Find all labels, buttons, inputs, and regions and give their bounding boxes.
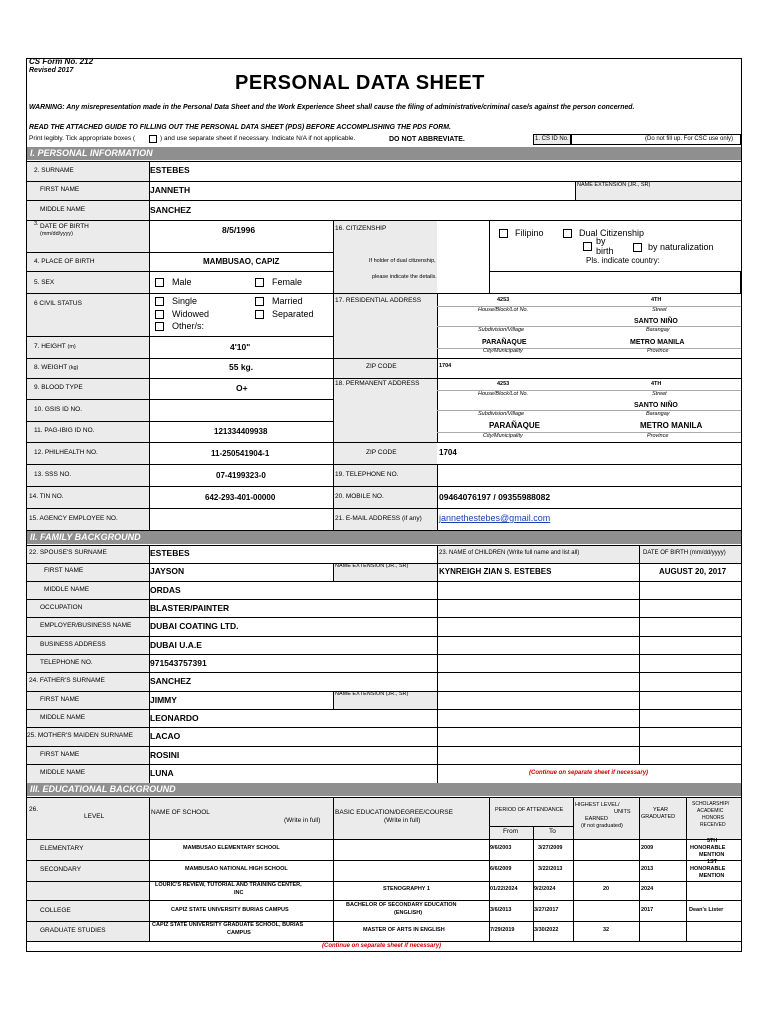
civil-separated-label: Separated [272,309,314,319]
honors-header-c: HONORS [702,815,724,821]
section-family-background: II. FAMILY BACKGROUND [27,531,741,544]
edu-to-elementary[interactable]: 3/27/2009 [538,845,563,851]
pagibig-label: 11. PAG-IBIG ID NO. [34,427,95,434]
children-dob-label: DATE OF BIRTH (mm/dd/yyyy) [643,550,726,556]
civil-separated-checkbox[interactable] [255,310,264,319]
edu-year-secondary[interactable]: 2013 [641,866,654,872]
first-name-label: FIRST NAME [40,186,80,193]
spouse-surname-label: 22. SPOUSE'S SURNAME [29,549,107,556]
spouse-telephone-label: TELEPHONE NO. [40,659,93,666]
year-grad-header-b: GRADUATED [641,814,676,820]
edu-school-vocational-b[interactable]: INC [234,890,244,896]
res-zip-label: ZIP CODE [366,363,397,370]
weight-label: 8. WEIGHT [34,364,68,371]
civil-others-label: Other/s: [172,321,205,331]
sex-female-checkbox[interactable] [255,278,264,287]
res-city-caption: City/Municipality [483,348,523,354]
res-zip-value[interactable]: 1704 [439,363,452,369]
children-label: 23. NAME of CHILDREN (Write full name and list all) [439,550,580,556]
section-educational-background: III. EDUCATIONAL BACKGROUND [27,783,741,796]
first-name-value[interactable]: JANNETH [150,185,191,195]
middle-name-label: MIDDLE NAME [40,206,86,213]
tin-value[interactable]: 642-293-401-00000 [205,493,276,502]
edu-to-secondary[interactable]: 3/22/2013 [538,866,563,872]
citizenship-country-label: Pls. indicate country: [586,256,660,265]
course-write-full: (Write in full) [384,817,421,824]
father-first-name-value[interactable]: JIMMY [150,695,177,705]
res-province-caption: Province [647,348,669,354]
edu-school-college[interactable]: CAPIZ STATE UNIVERSITY BURIAS CAMPUS [171,907,289,913]
child-name-value[interactable]: KYNREIGH ZIAN S. ESTEBES [439,567,552,576]
mother-first-name-value[interactable]: ROSINI [150,750,180,760]
spouse-surname-value[interactable]: ESTEBES [150,548,190,558]
perm-barangay-value[interactable]: SANTO NIÑO [634,402,678,409]
units-header-a: HIGHEST LEVEL/ [575,802,620,808]
section-personal-information: I. PERSONAL INFORMATION [27,147,741,160]
dob-label: DATE OF BIRTH [40,223,89,230]
mobile-value[interactable]: 09464076197 / 09355988082 [439,492,551,502]
mother-surname-label: 25. MOTHER'S MAIDEN SURNAME [27,732,133,739]
perm-zip-value[interactable]: 1704 [439,448,457,457]
edu-honors-secondary-a[interactable]: 1ST [707,859,718,865]
edu-level-secondary: SECONDARY [40,866,82,873]
res-barangay-caption: Barangay [646,327,670,333]
honors-header-a: SCHOLARSHIP/ [692,801,730,807]
father-middle-name-value[interactable]: LEONARDO [150,713,199,723]
sex-label: 5. SEX [34,279,55,286]
edu-honors-elementary-a[interactable]: 5TH [707,838,718,844]
edu-school-vocational-a[interactable]: LOURIC'S REVIEW, TUTORIAL AND TRAINING CENTER, [155,882,302,888]
honors-header-d: RECEIVED [700,822,726,828]
edu-from-college[interactable]: 3/6/2013 [490,907,512,913]
edu-school-graduate-a[interactable]: CAPIZ STATE UNIVERSITY GRADUATE SCHOOL, BURIAS [152,922,304,928]
edu-course-graduate[interactable]: MASTER OF ARTS IN ENGLISH [363,927,445,933]
edu-to-college[interactable]: 3/27/2017 [534,907,559,913]
perm-house-value[interactable]: 4253 [497,381,510,387]
civil-widowed-label: Widowed [172,309,210,319]
middle-name-value[interactable]: SANCHEZ [150,205,192,215]
mother-first-name-label: FIRST NAME [40,751,80,758]
edu-course-college-a[interactable]: BACHELOR OF SECONDARY EDUCATION [346,902,457,908]
print-instructions-a: Print legibly. Tick appropriate boxes ( [29,135,136,142]
citizenship-naturalization-label: by naturalization [648,242,714,252]
permanent-address-label: 18. PERMANENT ADDRESS [335,380,420,387]
page-title: PERSONAL DATA SHEET [235,72,485,94]
civil-status-label: 6 CIVIL STATUS [34,300,82,307]
education-number: 26. [29,806,39,813]
edu-school-graduate-b[interactable]: CAMPUS [227,930,251,936]
res-subdivision-caption: Subdivision/Village [478,327,525,333]
father-surname-value[interactable]: SANCHEZ [150,676,192,686]
tin-label: 14. TIN NO. [29,493,64,500]
dual-note-b: please indicate the details. [372,274,437,280]
perm-street-caption: Street [652,391,667,397]
spouse-middle-name-value[interactable]: ORDAS [150,585,181,595]
citizenship-filipino-label: Filipino [515,228,544,238]
philhealth-value[interactable]: 11-250541904-1 [211,449,270,458]
level-header: LEVEL [84,813,105,820]
edu-school-secondary[interactable]: MAMBUSAO NATIONAL HIGH SCHOOL [185,866,288,872]
citizenship-filipino-checkbox[interactable] [499,229,508,238]
edu-from-vocational[interactable]: 01/22/2024 [490,886,518,892]
pagibig-value[interactable]: 121334409938 [214,427,268,436]
employer-label: EMPLOYER/BUSINESS NAME [40,622,132,629]
citizenship-by-birth-b: birth [596,246,614,256]
edu-school-elementary[interactable]: MAMBUSAO ELEMENTARY SCHOOL [183,845,280,851]
name-extension-label: NAME EXTENSION (JR., SR) [577,182,651,188]
civil-single-checkbox[interactable] [155,297,164,306]
education-continue-note: (Continue on separate sheet if necessary) [322,943,442,949]
cs-id-note: (Do not fill up. For CSC use only) [645,136,734,142]
edu-honors-secondary-b[interactable]: HONORABLE [690,866,726,872]
school-header: NAME OF SCHOOL [151,809,210,816]
spouse-first-name-label: FIRST NAME [44,567,84,574]
weight-value[interactable]: 55 kg. [229,362,254,372]
sex-male-checkbox[interactable] [155,278,164,287]
father-middle-name-label: MIDDLE NAME [40,714,86,721]
sss-label: 13. SSS NO. [34,471,72,478]
agency-employee-label: 15. AGENCY EMPLOYEE NO. [29,515,118,522]
civil-others-checkbox[interactable] [155,322,164,331]
dual-note-a: If holder of dual citizenship, [369,258,436,264]
edu-from-graduate[interactable]: 7/29/2019 [490,927,515,933]
perm-province-caption: Province [647,433,669,439]
occupation-value[interactable]: BLASTER/PAINTER [150,603,230,613]
edu-level-elementary: ELEMENTARY [40,845,84,852]
spouse-middle-name-label: MIDDLE NAME [44,586,90,593]
perm-zip-label: ZIP CODE [366,449,397,456]
units-header-d: (if not graduated) [581,823,623,829]
perm-city-value[interactable]: PARAÑAQUE [489,421,540,430]
gsis-label: 10. GSIS ID NO. [34,406,83,413]
citizenship-naturalization-checkbox[interactable] [633,243,642,252]
school-write-full: (Write in full) [284,817,321,824]
citizenship-dual-checkbox[interactable] [563,229,572,238]
surname-value[interactable]: ESTEBES [150,165,190,175]
citizenship-by-birth-a: by [596,236,606,246]
civil-single-label: Single [172,296,198,306]
height-value[interactable]: 4'10" [230,342,251,352]
place-of-birth-label: 4. PLACE OF BIRTH [34,258,95,265]
edu-year-college[interactable]: 2017 [641,907,654,913]
edu-to-graduate[interactable]: 3/30/2022 [534,927,559,933]
dob-format: (mm/dd/yyyy) [40,231,73,237]
edu-honors-college[interactable]: Dean's Lister [689,907,724,913]
units-header-b: UNITS [614,809,631,815]
units-header-c: EARNED [585,816,608,822]
res-house-caption: House/Block/Lot No. [478,307,529,313]
edu-from-secondary[interactable]: 6/6/2009 [490,866,512,872]
height-label: 7. HEIGHT [34,343,66,350]
edu-year-vocational[interactable]: 2024 [641,886,654,892]
citizenship-label: 16. CITIZENSHIP [335,225,387,232]
surname-label: 2. SURNAME [34,167,74,174]
mother-middle-name-label: MIDDLE NAME [40,769,86,776]
sex-female-label: Female [272,277,303,287]
edu-course-college-b[interactable]: (ENGLISH) [394,910,423,916]
res-house-value[interactable]: 4253 [497,297,510,303]
civil-married-checkbox[interactable] [255,297,264,306]
dob-value[interactable]: 8/5/1996 [222,225,256,235]
mother-middle-name-value[interactable]: LUNA [150,768,174,778]
res-province-value[interactable]: METRO MANILA [630,339,685,346]
perm-province-value[interactable]: METRO MANILA [640,421,703,430]
blood-type-label: 9. BLOOD TYPE [34,384,83,391]
cs-id-label: 1. CS ID No. [535,136,569,142]
edu-honors-elementary-b[interactable]: HONORABLE [690,845,726,851]
res-city-value[interactable]: PARAÑAQUE [482,339,527,346]
from-header: From [503,828,519,835]
civil-widowed-checkbox[interactable] [155,310,164,319]
edu-honors-secondary-c[interactable]: MENTION [699,873,725,879]
father-name-extension-label: NAME EXTENSION (JR., SR) [335,691,409,697]
edu-to-vocational[interactable]: 9/2/2024 [534,886,556,892]
spouse-first-name-value[interactable]: JAYSON [150,566,185,576]
blood-type-value[interactable]: O+ [236,383,248,393]
father-first-name-label: FIRST NAME [40,696,80,703]
res-street-value[interactable]: 4TH [651,297,662,303]
father-surname-label: 24. FATHER'S SURNAME [29,677,105,684]
no-abbreviate-text: DO NOT ABBREVIATE. [389,136,465,143]
sex-male-label: Male [172,277,192,287]
mother-surname-value[interactable]: LACAO [150,731,181,741]
edu-units-graduate[interactable]: 32 [603,927,610,933]
edu-level-graduate: GRADUATE STUDIES [40,927,106,934]
civil-married-label: Married [272,296,303,306]
res-street-caption: Street [652,307,667,313]
print-instructions-b: ) and use separate sheet if necessary. Indicate N/A if not applicable. [160,135,356,142]
email-value[interactable]: jannethestebes@gmail.com [439,513,551,523]
philhealth-label: 12. PHILHEALTH NO. [34,449,98,456]
edu-honors-elementary-c[interactable]: MENTION [699,852,725,858]
edu-year-elementary[interactable]: 2009 [641,845,654,851]
perm-subdivision-caption: Subdivision/Village [478,411,525,417]
employer-value[interactable]: DUBAI COATING LTD. [150,621,239,631]
business-address-value[interactable]: DUBAI U.A.E [150,640,202,650]
family-continue-note: (Continue on separate sheet if necessary) [529,770,649,776]
citizenship-by-birth-checkbox[interactable] [583,242,592,251]
form-number: CS Form No. 212 [29,57,94,66]
edu-course-vocational[interactable]: STENOGRAPHY 1 [383,886,430,892]
spouse-name-extension-label: NAME EXTENSION (JR., SR) [335,563,409,569]
edu-from-elementary[interactable]: 9/6/2003 [490,845,512,851]
dob-number: 3. [34,221,39,227]
residential-address-label: 17. RESIDENTIAL ADDRESS [335,297,422,304]
child-dob-value[interactable]: AUGUST 20, 2017 [659,567,727,576]
mobile-label: 20. MOBILE NO. [335,493,384,500]
year-grad-header-a: YEAR [653,807,668,813]
warning-text: WARNING: Any misrepresentation made in the Personal Data Sheet and the Work Experience Sheet shall cause the filing of administrative/criminal case/s against the person concerned. [29,104,635,111]
perm-barangay-caption: Barangay [646,411,670,417]
spouse-telephone-value[interactable]: 971543757391 [150,658,207,668]
period-header: PERIOD OF ATTENDANCE [495,807,564,813]
honors-header-b: ACADEMIC [697,808,724,814]
height-unit: (m) [67,344,76,350]
telephone-label: 19. TELEPHONE NO. [335,471,399,478]
weight-unit: (kg) [68,365,79,371]
edu-level-college: COLLEGE [40,907,71,914]
res-barangay-value[interactable]: SANTO NIÑO [634,318,678,325]
to-header: To [549,828,556,835]
place-of-birth-value[interactable]: MAMBUSAO, CAPIZ [203,257,280,266]
business-address-label: BUSINESS ADDRESS [40,641,106,648]
perm-house-caption: House/Block/Lot No. [478,391,529,397]
email-label: 21. E-MAIL ADDRESS (if any) [335,515,422,522]
occupation-label: OCCUPATION [40,604,83,611]
perm-city-caption: City/Municipality [483,433,523,439]
perm-street-value[interactable]: 4TH [651,381,662,387]
edu-units-vocational[interactable]: 20 [603,886,610,892]
course-header: BASIC EDUCATION/DEGREE/COURSE [335,809,453,816]
form-revised: Revised 2017 [29,67,74,74]
read-guide-text: READ THE ATTACHED GUIDE TO FILLING OUT THE PERSONAL DATA SHEET (PDS) BEFORE ACCOMPLISHING THE PDS FORM. [29,124,451,131]
citizenship-dual-label: Dual Citizenship [579,228,645,238]
sss-value[interactable]: 07-4199323-0 [216,471,266,480]
